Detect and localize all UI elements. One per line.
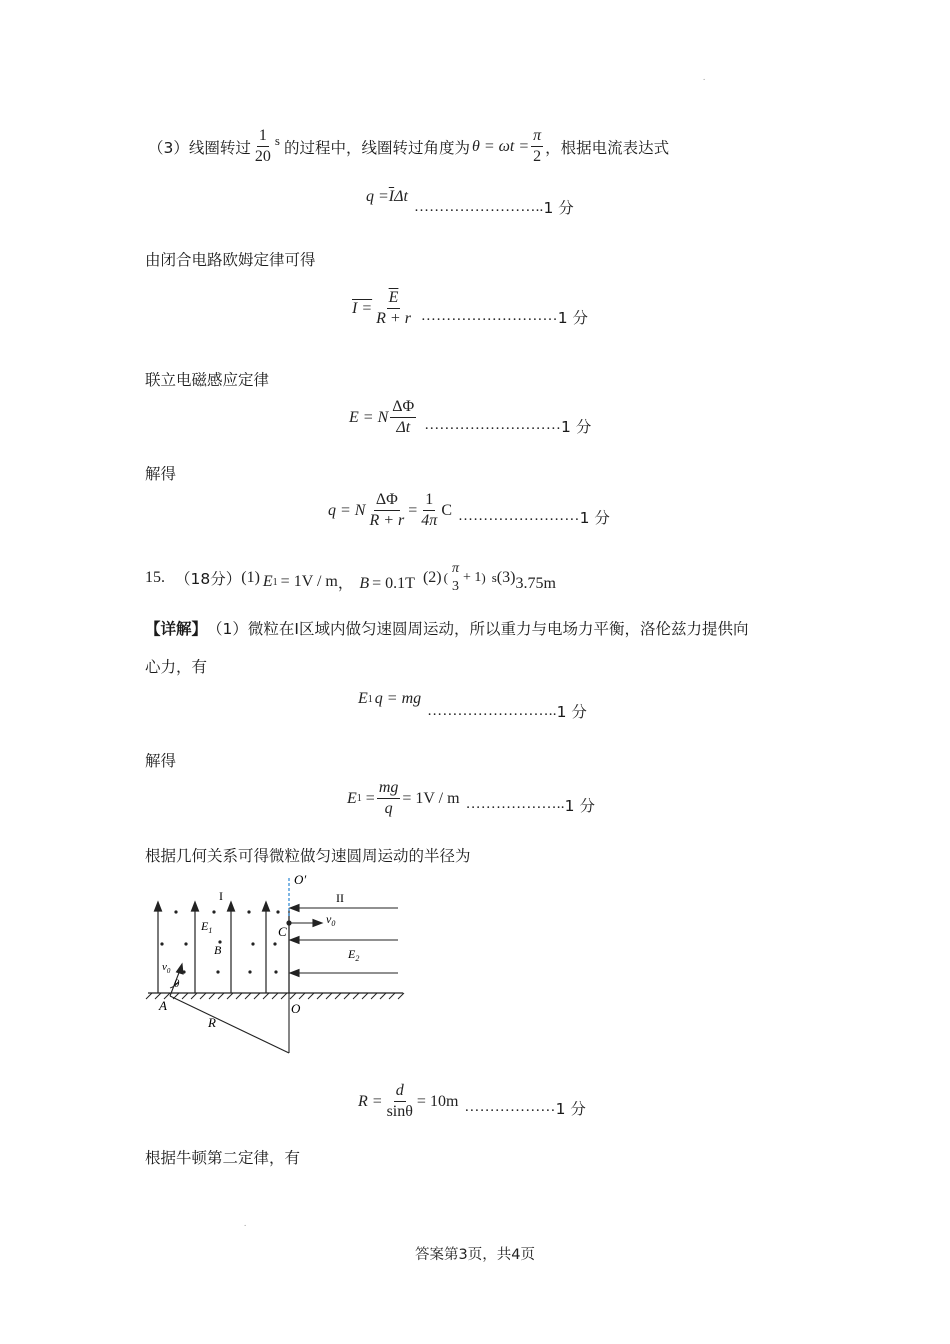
label-a: A: [159, 998, 167, 1013]
part3-line: [148, 128, 669, 165]
ground-hatch: [146, 993, 404, 999]
subscript: 1: [356, 793, 362, 804]
score: 1 分: [564, 796, 595, 815]
frac-den: 3: [451, 579, 459, 594]
score: 1 分: [555, 1099, 586, 1118]
text-faraday: 联立电磁感应定律: [145, 371, 270, 389]
detail-tag: 【详解】: [145, 620, 208, 638]
part-3-answer: 3.75m: [515, 575, 556, 592]
paren-open: (: [443, 570, 448, 585]
frac-den: 20: [254, 148, 271, 165]
score: 1 分: [579, 508, 610, 527]
detail-text: （1）微粒在Ⅰ区域内做匀速圆周运动，所以重力与电场力平衡，洛伦兹力提供向: [207, 620, 749, 638]
e1-symbol: E: [262, 573, 273, 590]
pi-over-2: [531, 128, 543, 165]
frac-num: d: [394, 1083, 406, 1102]
physics-figure: [140, 868, 410, 1058]
radius-line: [170, 996, 289, 1053]
e1-value: = 1V / m: [280, 573, 338, 590]
score: 1 分: [543, 199, 574, 217]
page-footer: 答案第3页，共4页: [415, 1247, 535, 1263]
eq-fraction: [377, 780, 401, 817]
leader-dots: ……………………..: [413, 198, 544, 215]
label-theta: θ: [174, 978, 180, 990]
subscript: 1: [367, 693, 373, 705]
detail-line-2: 心力，有: [145, 658, 208, 676]
label-o-prime: O′: [294, 872, 307, 887]
theta-expr: θ = ωt =: [471, 137, 530, 155]
leader-dots: ……………………: [457, 508, 580, 524]
leader-dots: ………………: [464, 1099, 556, 1115]
frac-den: sinθ: [386, 1103, 413, 1120]
leader-dots: ……………………..: [427, 702, 557, 719]
frac-num: π: [451, 561, 459, 576]
eq-I: [352, 290, 588, 327]
unit-s: s: [491, 570, 497, 585]
score: 1 分: [556, 703, 587, 721]
label-region-ii: II: [336, 891, 344, 905]
label-c: C: [278, 924, 287, 939]
text-solve-2: 解得: [145, 752, 177, 770]
frac-num: ΔΦ: [390, 399, 416, 418]
frac-den: q: [384, 800, 393, 817]
eq-e1: [347, 780, 595, 817]
paren-close: ): [481, 570, 486, 585]
part3-mid: 的过程中，线圈转过角度为: [283, 138, 470, 157]
frac-den: 2: [533, 148, 542, 165]
b-symbol: B: [359, 575, 370, 592]
text-geometry: 根据几何关系可得微粒做匀速圆周运动的半径为: [145, 847, 471, 865]
delta-t: Δt: [394, 188, 408, 205]
frac-num: 1: [257, 128, 269, 147]
eq-fraction-2: [419, 492, 439, 529]
text-newton: 根据牛顿第二定律，有: [145, 1149, 301, 1167]
frac-num: 1: [423, 492, 435, 511]
eq-lhs: E = N: [349, 408, 389, 426]
b-field-dots: [160, 910, 279, 973]
detail-line-1: [145, 617, 748, 639]
label-v0-a: $v_0$: [162, 961, 171, 975]
frac-num: ΔΦ: [374, 492, 400, 511]
b-value: = 0.1T: [372, 575, 415, 592]
part3-fraction: [253, 128, 273, 165]
label-e1: $E_1$: [201, 919, 213, 935]
eq-fraction-1: [367, 492, 406, 529]
eq-rest: q = mg: [374, 690, 422, 707]
equals: =: [408, 501, 418, 519]
plus-one: + 1: [462, 570, 482, 585]
corner-mark: .: [703, 72, 706, 82]
part-2-label: (2): [422, 569, 442, 586]
score: 1 分: [561, 417, 592, 436]
question-score: （18分）: [175, 570, 242, 588]
label-o: O: [291, 1001, 301, 1016]
eq-r: [358, 1083, 586, 1120]
eq-e1q: [358, 688, 587, 721]
text-ohm: 由闭合电路欧姆定律可得: [145, 251, 316, 269]
eq-rest: = 1V / m: [402, 789, 460, 807]
frac-den: R + r: [376, 310, 411, 327]
eq-fraction: [390, 399, 416, 436]
part-3-label: (3): [496, 569, 516, 586]
eq-lhs: R =: [358, 1092, 383, 1110]
frac-num: π: [531, 128, 543, 147]
e-symbol: E: [358, 690, 368, 707]
q15-answer-line: [145, 562, 556, 594]
text-solve-1: 解得: [145, 465, 177, 483]
unit-c: C: [441, 501, 452, 519]
eq-rest: = 10m: [416, 1092, 459, 1110]
frac-num: mg: [377, 780, 401, 799]
frac-den: Δt: [396, 419, 411, 436]
label-v0-c: $v_0$: [326, 912, 336, 928]
eq-q: [366, 186, 574, 217]
label-region-i: I: [219, 889, 223, 903]
v0-arrow-c: [290, 920, 322, 927]
leader-dots: ………………………: [420, 308, 558, 324]
eq-lhs: I =: [352, 299, 373, 317]
label-b: B: [214, 943, 222, 957]
pi-over-3: [450, 562, 461, 594]
unit-s: s: [274, 132, 280, 148]
leader-dots: ………………………: [424, 417, 562, 433]
leader-dots: ………………..: [465, 796, 565, 812]
i-bar: $\overline{I}$: [388, 188, 395, 205]
e-symbol: E: [347, 789, 357, 807]
frac-den: R + r: [369, 512, 405, 529]
eq-fraction: [374, 290, 413, 327]
comma: ，: [337, 574, 354, 592]
part3-label: （3）线圈转过: [148, 138, 251, 157]
e1-field-arrows: [155, 902, 270, 993]
part3-tail: ，根据电流表达式: [545, 138, 670, 157]
bottom-mark: .: [244, 1218, 247, 1228]
eq-lhs: q = N: [328, 501, 366, 519]
label-r: R: [208, 1015, 216, 1030]
equals: =: [365, 789, 375, 807]
eq-fraction: [385, 1083, 415, 1120]
e1-subscript: 1: [272, 576, 278, 588]
frac-num: $\overline{E}$: [387, 290, 401, 309]
label-e2: $E_2$: [348, 947, 360, 963]
eq-lhs: q =: [366, 188, 389, 205]
e2-field-arrows: [290, 905, 398, 977]
eq-q-result: [328, 492, 610, 529]
question-number: 15.: [145, 569, 165, 586]
part-1-label: (1): [241, 569, 260, 586]
score: 1 分: [557, 308, 589, 327]
eq-E: [349, 399, 591, 436]
frac-den: 4π: [421, 512, 438, 529]
